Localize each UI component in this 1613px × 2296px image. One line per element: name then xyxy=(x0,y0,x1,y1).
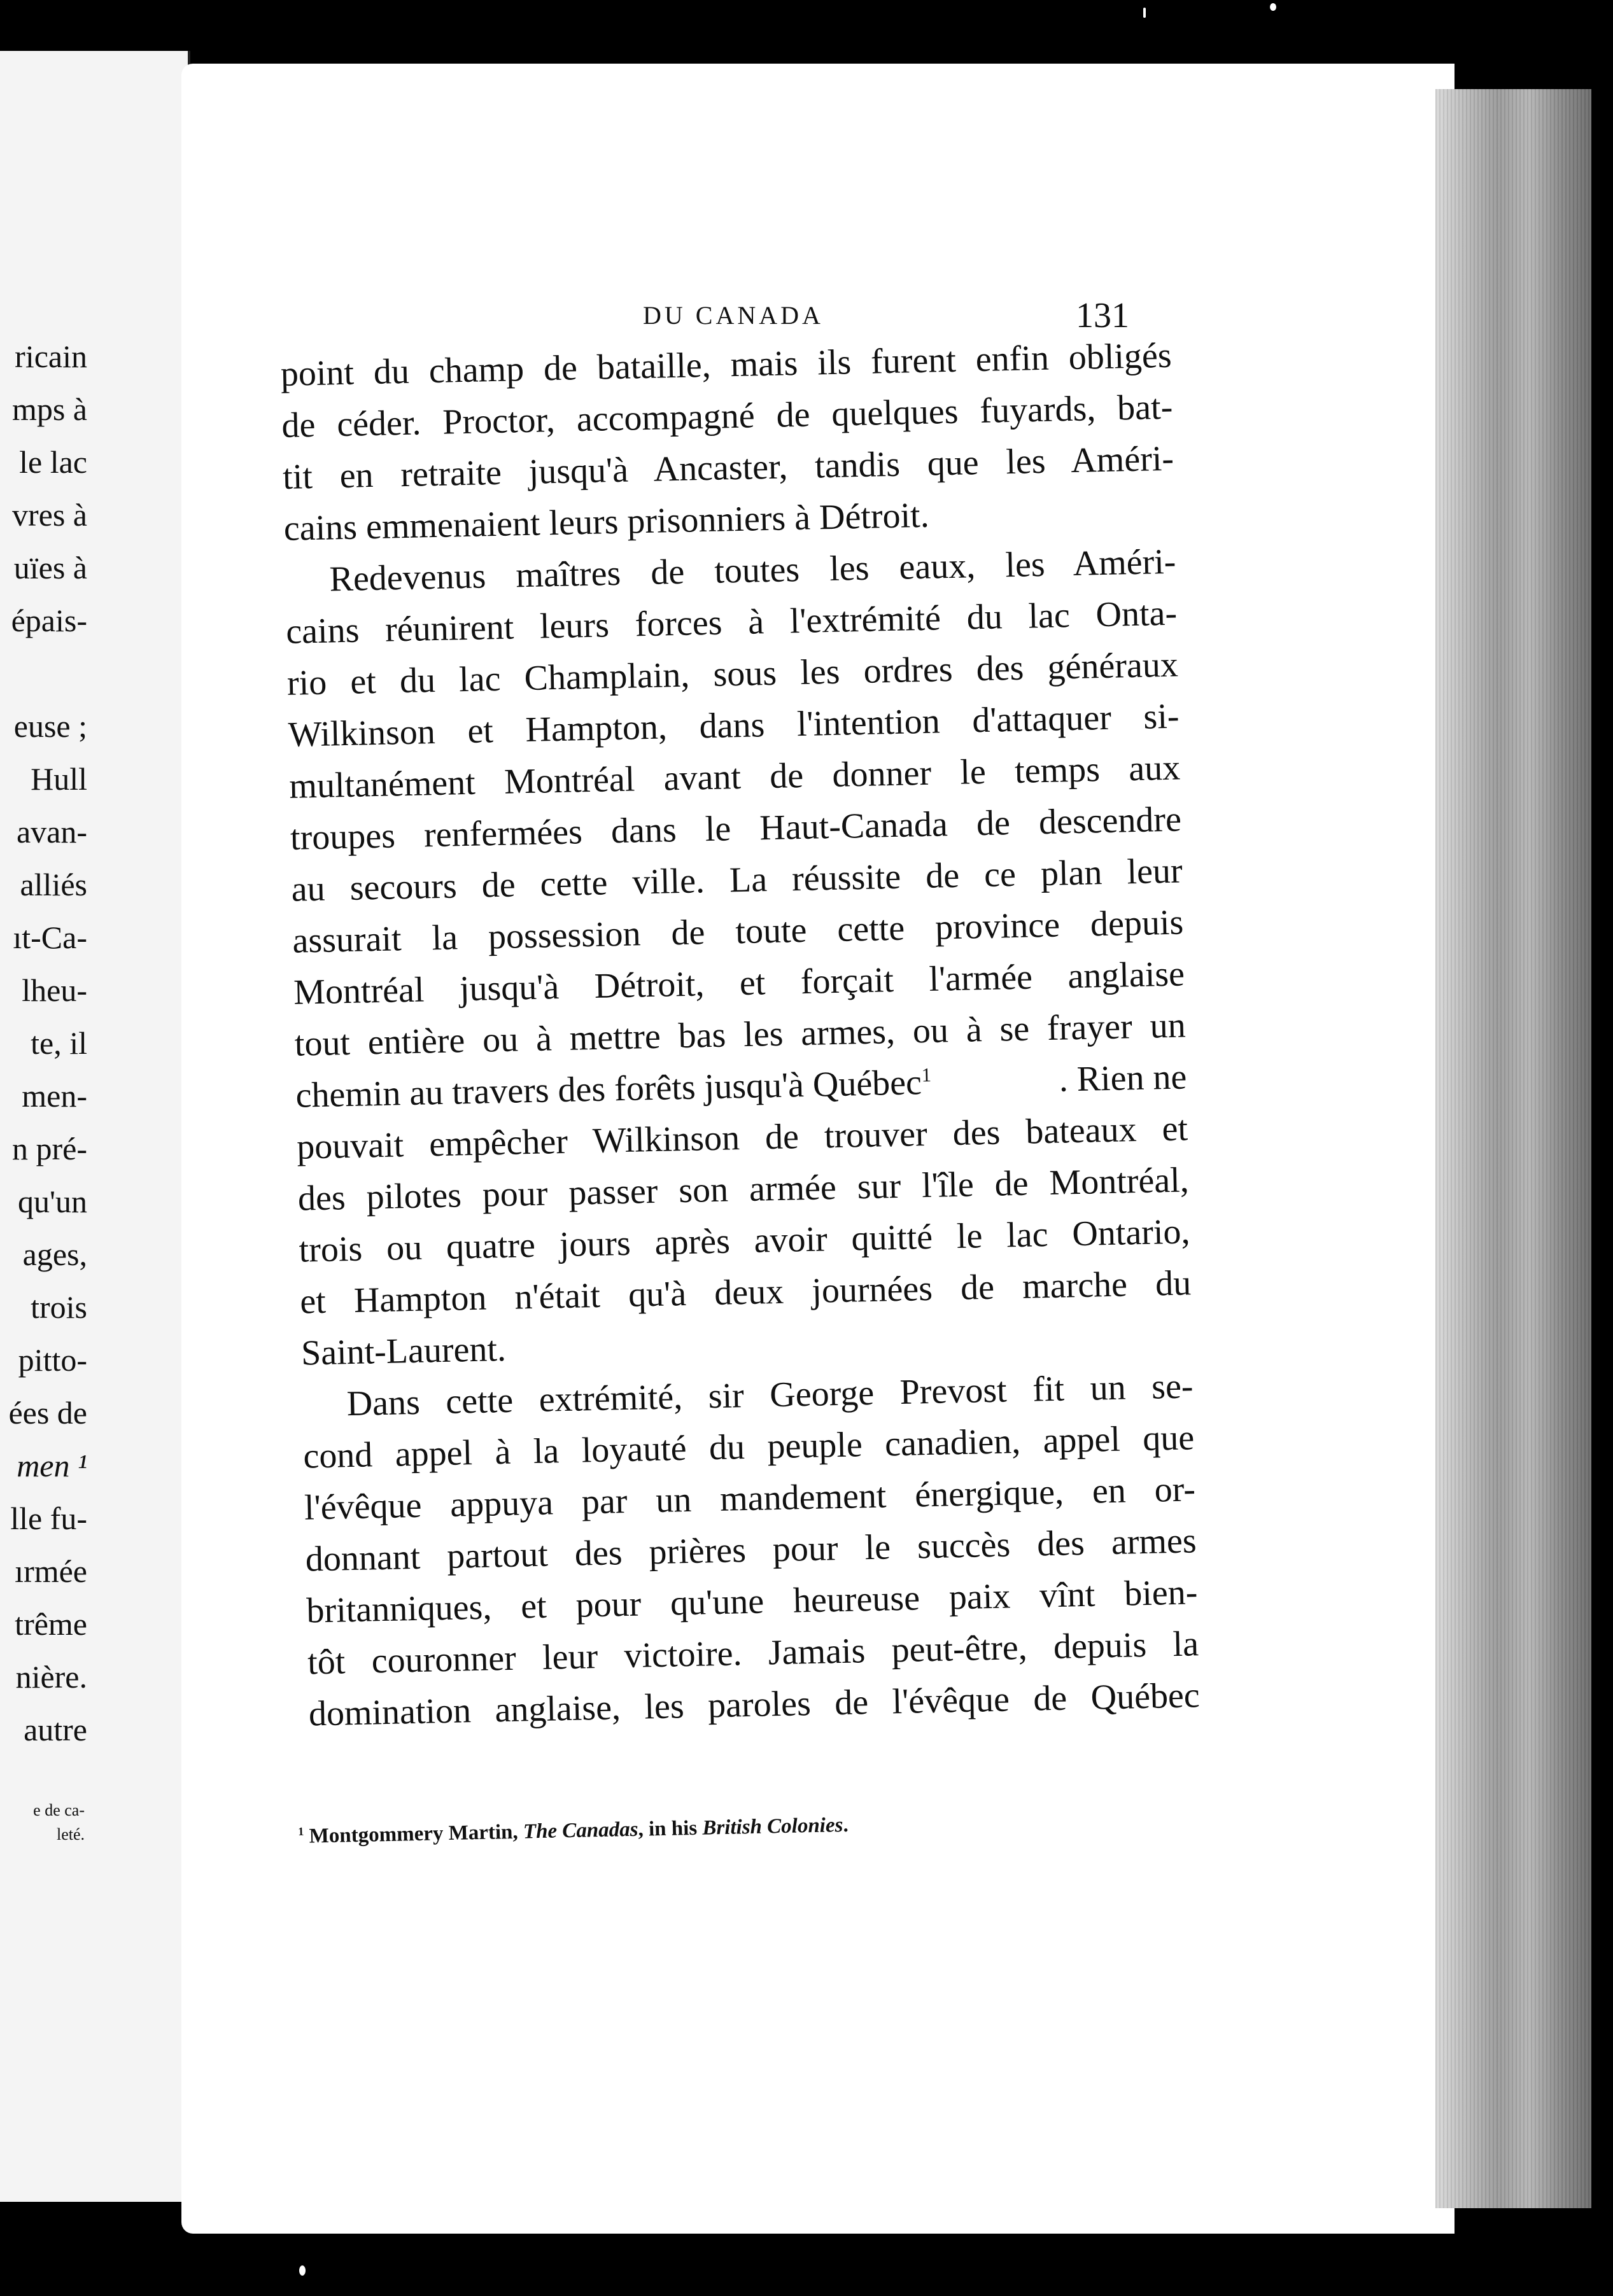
text-line: cains réunirent leurs forces à l'extrémité du lac Onta- xyxy=(285,593,1178,652)
left-page-fragment: pitto- xyxy=(18,1342,87,1378)
text-segment-start: chemin au travers des forêts jusqu'à Québec xyxy=(295,1063,922,1116)
page-edge-shading xyxy=(1435,89,1591,2208)
page-number: 131 xyxy=(1076,296,1129,335)
paragraph-start-line: Redevenus maîtres de toutes les eaux, les Améri- xyxy=(328,542,1176,599)
left-page-note: e de ca- xyxy=(33,1801,85,1819)
left-page-fragment: épais- xyxy=(11,603,87,638)
left-page-fragment: avan- xyxy=(16,814,87,850)
left-page-fragment: ıt-Ca- xyxy=(13,920,87,955)
left-page-fragment: men ¹ xyxy=(17,1448,87,1483)
left-page-fragment: autre xyxy=(24,1712,87,1747)
left-page-fragment: mps à xyxy=(11,391,87,427)
text-line: multanément Montréal avant de donner le temps aux xyxy=(288,748,1181,806)
text-line: cains emmenaient leurs prisonniers à Détroit. xyxy=(283,495,930,549)
text-line: pouvait empêcher Wilkinson de trouver des bateaux et xyxy=(296,1109,1188,1167)
text-line: tit en retraite jusqu'à Ancaster, tandis que les Améri- xyxy=(282,438,1174,497)
text-line: de céder. Proctor, accompagné de quelques fuyards, bat- xyxy=(281,387,1173,445)
text-line: au secours de cette ville. La réussite de ce plan leur xyxy=(291,851,1183,909)
left-page-fragment: vres à xyxy=(12,497,87,533)
text-line: Wilkinson et Hampton, dans l'intention d'attaquer si- xyxy=(288,696,1180,755)
left-page-fragment: qu'un xyxy=(17,1184,87,1219)
text-line: des pilotes pour passer son armée sur l'île de Montréal, xyxy=(297,1160,1190,1219)
text-line: troupes renfermées dans le Haut-Canada de descendre xyxy=(290,799,1182,858)
text-line: tout entière ou à mettre bas les armes, ou à se frayer un xyxy=(294,1005,1187,1064)
footnote-end: . xyxy=(842,1813,849,1837)
text-line: Montréal jusqu'à Détroit, et forçait l'armée anglaise xyxy=(293,954,1185,1012)
left-page-fragment: Hull xyxy=(31,761,87,797)
left-page-fragment: n pré- xyxy=(12,1131,87,1166)
footnote-author: Montgommery Martin, xyxy=(309,1820,519,1848)
text-line: trois ou quatre jours après avoir quitté le lac Ontario, xyxy=(299,1212,1191,1270)
text-line: britanniques, et pour qu'une heureuse paix vînt bien- xyxy=(306,1572,1198,1631)
left-page-fragment: trême xyxy=(15,1606,87,1642)
footnote-marker: 1 xyxy=(298,1824,304,1838)
left-page-fragment: lle fu- xyxy=(10,1501,87,1536)
text-line: assurait la possession de toute cette province depuis xyxy=(292,902,1184,961)
text-line: point du champ de bataille, mais ils furent enfin obligés xyxy=(280,335,1173,394)
text-line: Saint-Laurent. xyxy=(300,1329,507,1373)
left-page-fragment: men- xyxy=(22,1078,87,1114)
footnote-middle: , in his xyxy=(638,1816,698,1841)
text-line: domination anglaise, les paroles de l'évêque de Québec xyxy=(308,1676,1201,1734)
left-page-fragment: te, il xyxy=(31,1025,87,1061)
left-page-fragment: ées de xyxy=(8,1395,87,1431)
left-page-fragment: lheu- xyxy=(22,972,87,1008)
footnote-reference: 1 xyxy=(921,1064,932,1086)
text-segment-end: . Rien ne xyxy=(1059,1057,1187,1100)
footnote-work: British Colonies xyxy=(702,1814,843,1840)
text-line: donnant partout des prières pour le succès des armes xyxy=(305,1521,1197,1579)
scan-speck xyxy=(1270,3,1276,11)
left-page-fragment: trois xyxy=(31,1289,87,1325)
left-page-fragment: ırmée xyxy=(15,1553,87,1589)
left-page-fragment: ages, xyxy=(22,1236,87,1272)
paragraph-start-line: Dans cette extrémité, sir George Prevost fit un se- xyxy=(346,1366,1194,1424)
left-page-fragment: euse ; xyxy=(13,708,87,744)
text-line: cond appel à la loyauté du peuple canadien, appel que xyxy=(302,1418,1195,1476)
running-head: DU CANADA xyxy=(643,301,824,330)
left-facing-page xyxy=(0,51,190,2202)
scan-speck xyxy=(1143,8,1146,18)
scan-speck xyxy=(299,2265,306,2276)
text-line: l'évêque appuya par un mandement énergique, en or- xyxy=(304,1469,1196,1528)
text-line: et Hampton n'était qu'à deux journées de marche du xyxy=(299,1263,1192,1322)
footnote-title: The Canadas xyxy=(523,1817,638,1844)
left-page-fragment: alliés xyxy=(20,867,87,902)
left-page-fragment: nière. xyxy=(15,1659,87,1695)
left-page-fragment: uïes à xyxy=(13,550,87,585)
body-text xyxy=(280,330,1200,1740)
left-page-note: leté. xyxy=(56,1825,85,1844)
left-page-fragment: le lac xyxy=(19,444,87,480)
text-line: rio et du lac Champlain, sous les ordres des généraux xyxy=(286,645,1179,703)
text-line: tôt couronner leur victoire. Jamais peut-être, depuis la xyxy=(307,1624,1199,1683)
left-page-fragment: ricain xyxy=(15,339,87,374)
